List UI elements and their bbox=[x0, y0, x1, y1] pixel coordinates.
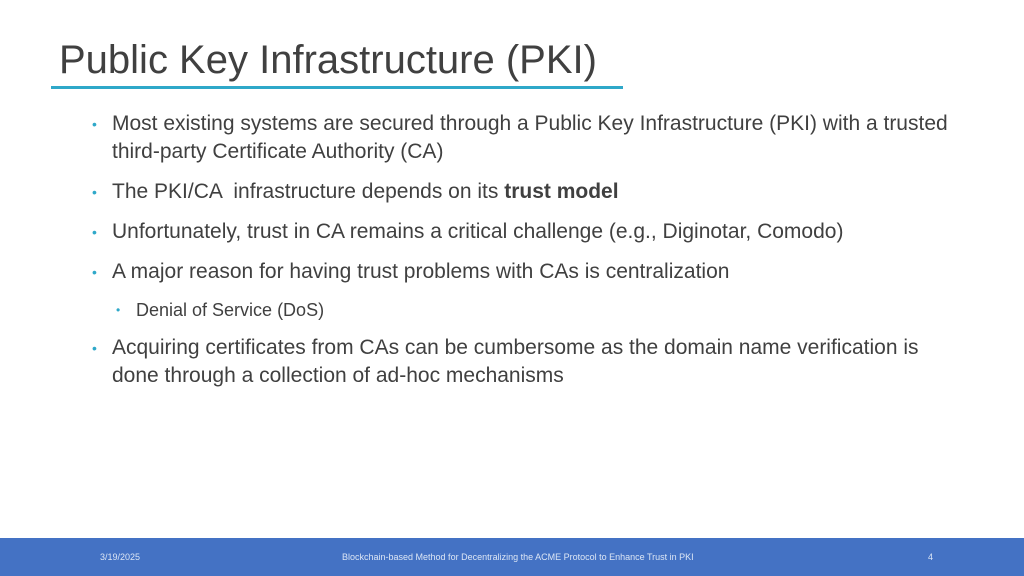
sub-bullet-text: Denial of Service (DoS) bbox=[136, 300, 325, 320]
footer-bar bbox=[0, 538, 1024, 576]
bullet-text: A major reason for having trust problems with CAs is centralization bbox=[112, 260, 730, 283]
title-underline bbox=[51, 86, 623, 89]
bullet-dot-icon: • bbox=[92, 116, 97, 132]
bullet-dot-icon: • bbox=[92, 224, 97, 240]
bullet-text: Most existing systems are secured through a Public Key Infrastructure (PKI) with a trusted third-party Certificate Authority (CA) bbox=[112, 112, 948, 163]
bullet-item bbox=[90, 334, 970, 390]
bullet-text: Unfortunately, trust in CA remains a critical challenge (e.g., Diginotar, Comodo) bbox=[112, 220, 844, 243]
bullet-item bbox=[90, 258, 970, 286]
bullet-item bbox=[90, 218, 970, 246]
bullet-text: The PKI/CA infrastructure depends on its bbox=[112, 180, 505, 203]
bullet-item bbox=[90, 178, 970, 206]
bullet-item bbox=[90, 110, 970, 166]
footer-date: 3/19/2025 bbox=[100, 552, 141, 562]
bullet-text: Acquiring certificates from CAs can be cumbersome as the domain name verification is done through a collection of ad-hoc mechanisms bbox=[112, 336, 919, 387]
bullet-list bbox=[90, 110, 970, 402]
bullet-dot-icon: • bbox=[92, 340, 97, 356]
bullet-bold-text: trust model bbox=[504, 180, 619, 203]
slide-number: 4 bbox=[928, 552, 934, 562]
bullet-dot-icon: • bbox=[92, 184, 97, 200]
bullet-dot-icon: • bbox=[92, 264, 97, 280]
sub-bullet-item bbox=[114, 298, 970, 322]
slide-title: Public Key Infrastructure (PKI) bbox=[59, 38, 597, 82]
footer-title: Blockchain-based Method for Decentralizing the ACME Protocol to Enhance Trust in PKI bbox=[342, 552, 694, 562]
bullet-dot-icon: • bbox=[116, 303, 121, 317]
